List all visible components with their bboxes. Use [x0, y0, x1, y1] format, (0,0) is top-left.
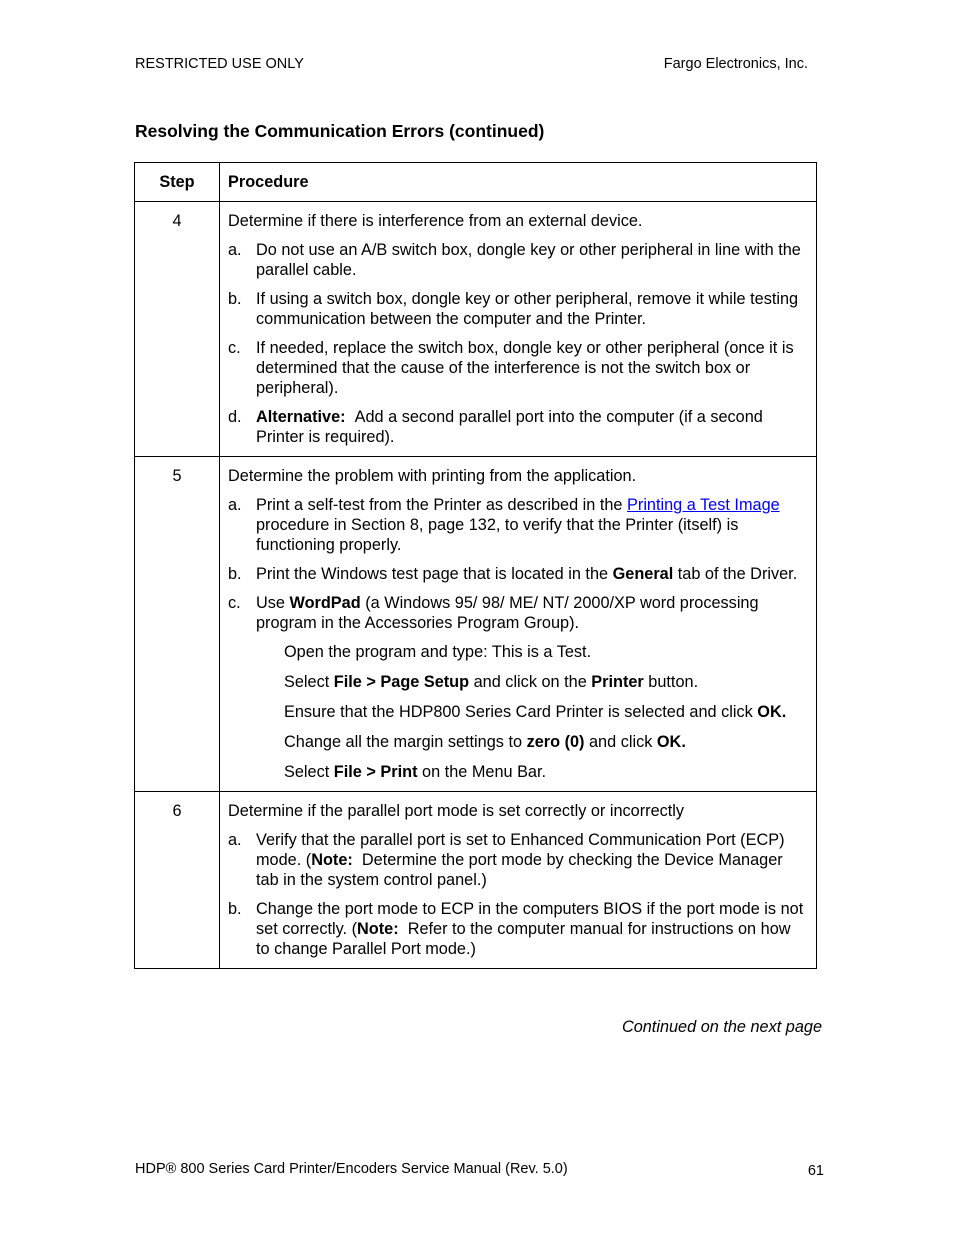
item-text-pre: Print the Windows test page that is located in the — [256, 565, 609, 583]
sub-step-bold: File > Page Setup — [333, 673, 470, 691]
item-text-wrap — [256, 899, 808, 959]
item-text-post: Refer to the computer manual for instructions on how to change Parallel Port mode.) — [256, 920, 791, 958]
sub-step-text-mid: and click on the — [473, 673, 587, 691]
item-text: If using a switch box, dongle key or other peripheral, remove it while testing communication between the computer and the Printer. — [256, 290, 799, 328]
sub-step-text-mid: on the Menu Bar. — [422, 763, 547, 781]
item-letter: a. — [228, 241, 242, 259]
sub-step-text-pre: Ensure that the HDP800 Series Card Printer is selected and click — [284, 703, 753, 721]
item-text-post: tab of the Driver. — [677, 565, 798, 583]
sub-step — [228, 732, 808, 752]
step-number: 4 — [135, 202, 220, 457]
item-letter: d. — [228, 408, 242, 426]
list-item — [228, 564, 808, 584]
page-number: 61 — [807, 1163, 824, 1179]
list-item — [228, 338, 808, 398]
sub-step-text-pre: Change all the margin settings to — [284, 733, 523, 751]
procedure-lead: Determine if there is interference from an external device. — [228, 212, 643, 230]
sub-step-bold: OK. — [757, 703, 787, 721]
list-item — [228, 593, 808, 633]
item-text: If needed, replace the switch box, dongle key or other peripheral (once it is determined that the cause of the interference is not the switch box or peripheral). — [256, 339, 794, 397]
sub-step-bold: Printer — [591, 673, 644, 691]
item-text-pre: Use — [256, 594, 285, 612]
item-text-wrap — [256, 593, 808, 633]
sub-step-text-pre: Select — [284, 763, 330, 781]
item-text-wrap — [256, 407, 808, 447]
header-restricted: RESTRICTED USE ONLY — [135, 56, 304, 72]
list-item — [228, 407, 808, 447]
sub-step — [228, 672, 808, 692]
column-header-procedure: Procedure — [220, 163, 817, 202]
item-text-wrap — [256, 495, 808, 555]
item-text-wrap — [256, 830, 808, 890]
item-letter: c. — [228, 339, 241, 357]
procedure-cell — [220, 792, 817, 969]
sub-step-bold: zero (0) — [526, 733, 585, 751]
item-letter: c. — [228, 594, 241, 612]
sub-step-bold: OK. — [656, 733, 686, 751]
item-text-wrap — [256, 564, 808, 584]
header-company: Fargo Electronics, Inc. — [663, 56, 808, 72]
item-letter: a. — [228, 496, 242, 514]
item-letter: b. — [228, 565, 242, 583]
item-bold: Note: — [311, 851, 353, 869]
item-letter: b. — [228, 900, 242, 918]
procedure-table — [134, 162, 817, 969]
list-item — [228, 899, 808, 959]
sub-step — [228, 762, 808, 782]
item-text-pre: Print a self-test from the Printer as described in the — [256, 496, 623, 514]
item-text-pre: Verify that the parallel port is set to Enhanced Communication Port (ECP) mode. ( — [256, 831, 785, 869]
sub-step — [228, 642, 808, 662]
section-title: Resolving the Communication Errors (continued) — [135, 121, 545, 141]
sub-step-bold: File > Print — [333, 763, 418, 781]
printing-test-image-link[interactable]: Printing a Test Image — [627, 496, 780, 514]
procedure-lead: Determine if the parallel port mode is set correctly or incorrectly — [228, 802, 685, 820]
item-letter: a. — [228, 831, 242, 849]
item-bold: Alternative: — [256, 408, 346, 426]
sub-step-text-mid: and click — [589, 733, 653, 751]
continued-note: Continued on the next page — [621, 1018, 822, 1036]
procedure-lead: Determine the problem with printing from the application. — [228, 467, 637, 485]
sub-step-text-post: button. — [648, 673, 699, 691]
table-row — [135, 457, 817, 792]
list-item — [228, 830, 808, 890]
item-text-pre: Change the port mode to ECP in the computers BIOS if the port mode is not set correctly. ( — [256, 900, 804, 938]
procedure-cell — [220, 202, 817, 457]
item-letter: b. — [228, 290, 242, 308]
item-text: Add a second parallel port into the computer (if a second Printer is required). — [256, 408, 763, 446]
list-item — [228, 240, 808, 280]
item-bold: Note: — [357, 920, 399, 938]
list-item — [228, 495, 808, 555]
step-number: 6 — [135, 792, 220, 969]
table-header-row — [135, 163, 817, 202]
footer-manual-title: HDP® 800 Series Card Printer/Encoders Service Manual (Rev. 5.0) — [135, 1161, 568, 1177]
item-text-post: procedure in Section 8, page 132, to verify that the Printer (itself) is functioning properly. — [256, 516, 739, 554]
sub-step-text-pre: Select — [284, 673, 330, 691]
item-text: Do not use an A/B switch box, dongle key or other peripheral in line with the parallel cable. — [256, 241, 801, 279]
table-row — [135, 792, 817, 969]
item-text-post: Determine the port mode by checking the Device Manager tab in the system control panel.) — [256, 851, 783, 889]
table-row — [135, 202, 817, 457]
procedure-cell — [220, 457, 817, 792]
column-header-step: Step — [135, 163, 220, 202]
sub-step — [228, 702, 808, 722]
list-item — [228, 289, 808, 329]
sub-step-text: Open the program and type: This is a Test. — [284, 643, 592, 661]
step-number: 5 — [135, 457, 220, 792]
item-text-post: (a Windows 95/ 98/ ME/ NT/ 2000/XP word processing program in the Accessories Program Group). — [256, 594, 759, 632]
item-bold: General — [612, 565, 674, 583]
item-bold: WordPad — [289, 594, 361, 612]
